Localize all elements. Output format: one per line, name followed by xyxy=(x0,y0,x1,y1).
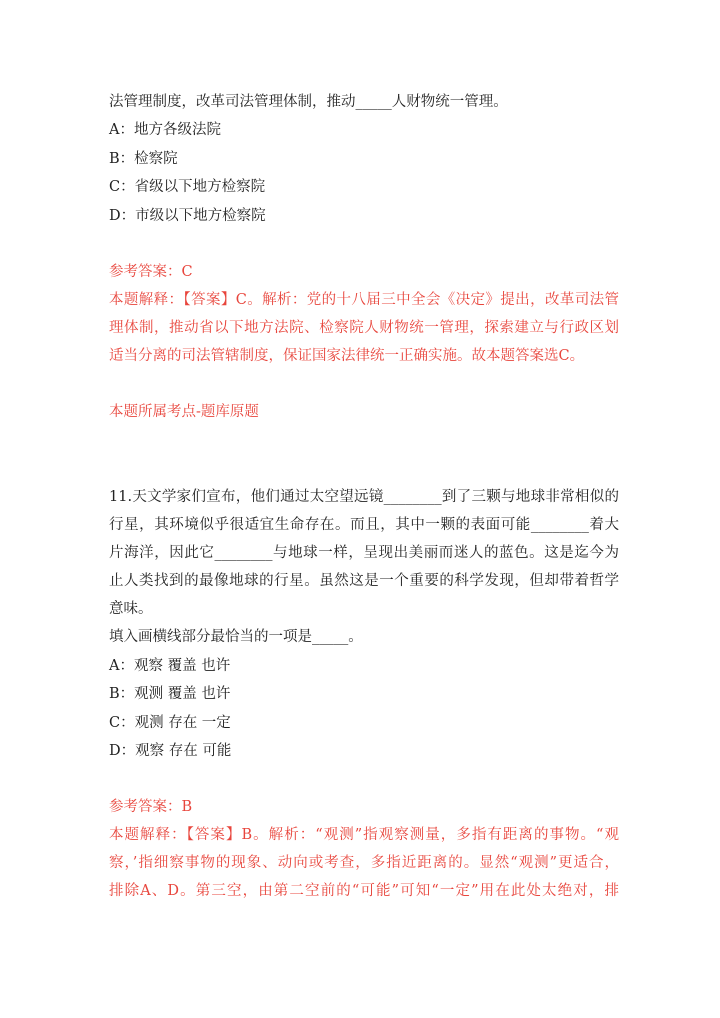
q10-answer: 参考答案：C xyxy=(109,264,193,280)
q10-explanation-line: 本题解释：【答案】C。解析：党的十八届三中全会《决定》提出，改革司法管 xyxy=(109,292,619,308)
q10-option-d: D：市级以下地方检察院 xyxy=(109,208,266,224)
q11-answer: 参考答案：B xyxy=(109,799,193,815)
q11-option-b: B：观测 覆盖 也许 xyxy=(109,686,231,702)
q11-stem-line: 行星，其环境似乎很适宜生命存在。而且，其中一颗的表面可能________着大 xyxy=(109,517,619,533)
q10-option-c: C：省级以下地方检察院 xyxy=(109,179,266,195)
q10-option-b: B：检察院 xyxy=(109,151,178,167)
q11-prompt: 填入画横线部分最恰当的一项是_____。 xyxy=(109,629,363,645)
q11-option-a: A：观察 覆盖 也许 xyxy=(109,658,231,674)
q11-explanation-line: 察，’指细察事物的现象、动向或考查，多指近距离的。显然“观测”更适合， xyxy=(109,855,619,871)
q11-explanation-line: 本题解释：【答案】B。解析：“观测”指观察测量，多指有距离的事物。“观 xyxy=(109,827,619,843)
q11-explanation-line: 排除A、D。第三空，由第二空前的“可能”可知“一定”用在此处太绝对，排 xyxy=(109,883,619,899)
q11-option-d: D：观察 存在 可能 xyxy=(109,743,232,759)
q10-option-a: A：地方各级法院 xyxy=(109,122,221,138)
q11-option-c: C：观测 存在 一定 xyxy=(109,715,231,731)
q11-stem-line: 片海洋，因此它________与地球一样，呈现出美丽而迷人的蓝色。这是迄今为 xyxy=(109,545,619,561)
q10-explanation-line: 适当分离的司法管辖制度，保证国家法律统一正确实施。故本题答案选C。 xyxy=(109,348,585,364)
q11-stem-line: 止人类找到的最像地球的行星。虽然这是一个重要的科学发现，但却带着哲学 xyxy=(109,573,619,589)
q10-source-note: 本题所属考点-题库原题 xyxy=(109,404,259,420)
q11-stem-line: 意味。 xyxy=(109,601,153,617)
q10-stem-tail: 法管理制度，改革司法管理体制，推动_____人财物统一管理。 xyxy=(109,94,508,110)
q10-explanation-line: 理体制，推动省以下地方法院、检察院人财物统一管理，探索建立与行政区划 xyxy=(109,320,619,336)
q11-stem-line: 11.天文学家们宣布，他们通过太空望远镜________到了三颗与地球非常相似的 xyxy=(109,489,619,505)
